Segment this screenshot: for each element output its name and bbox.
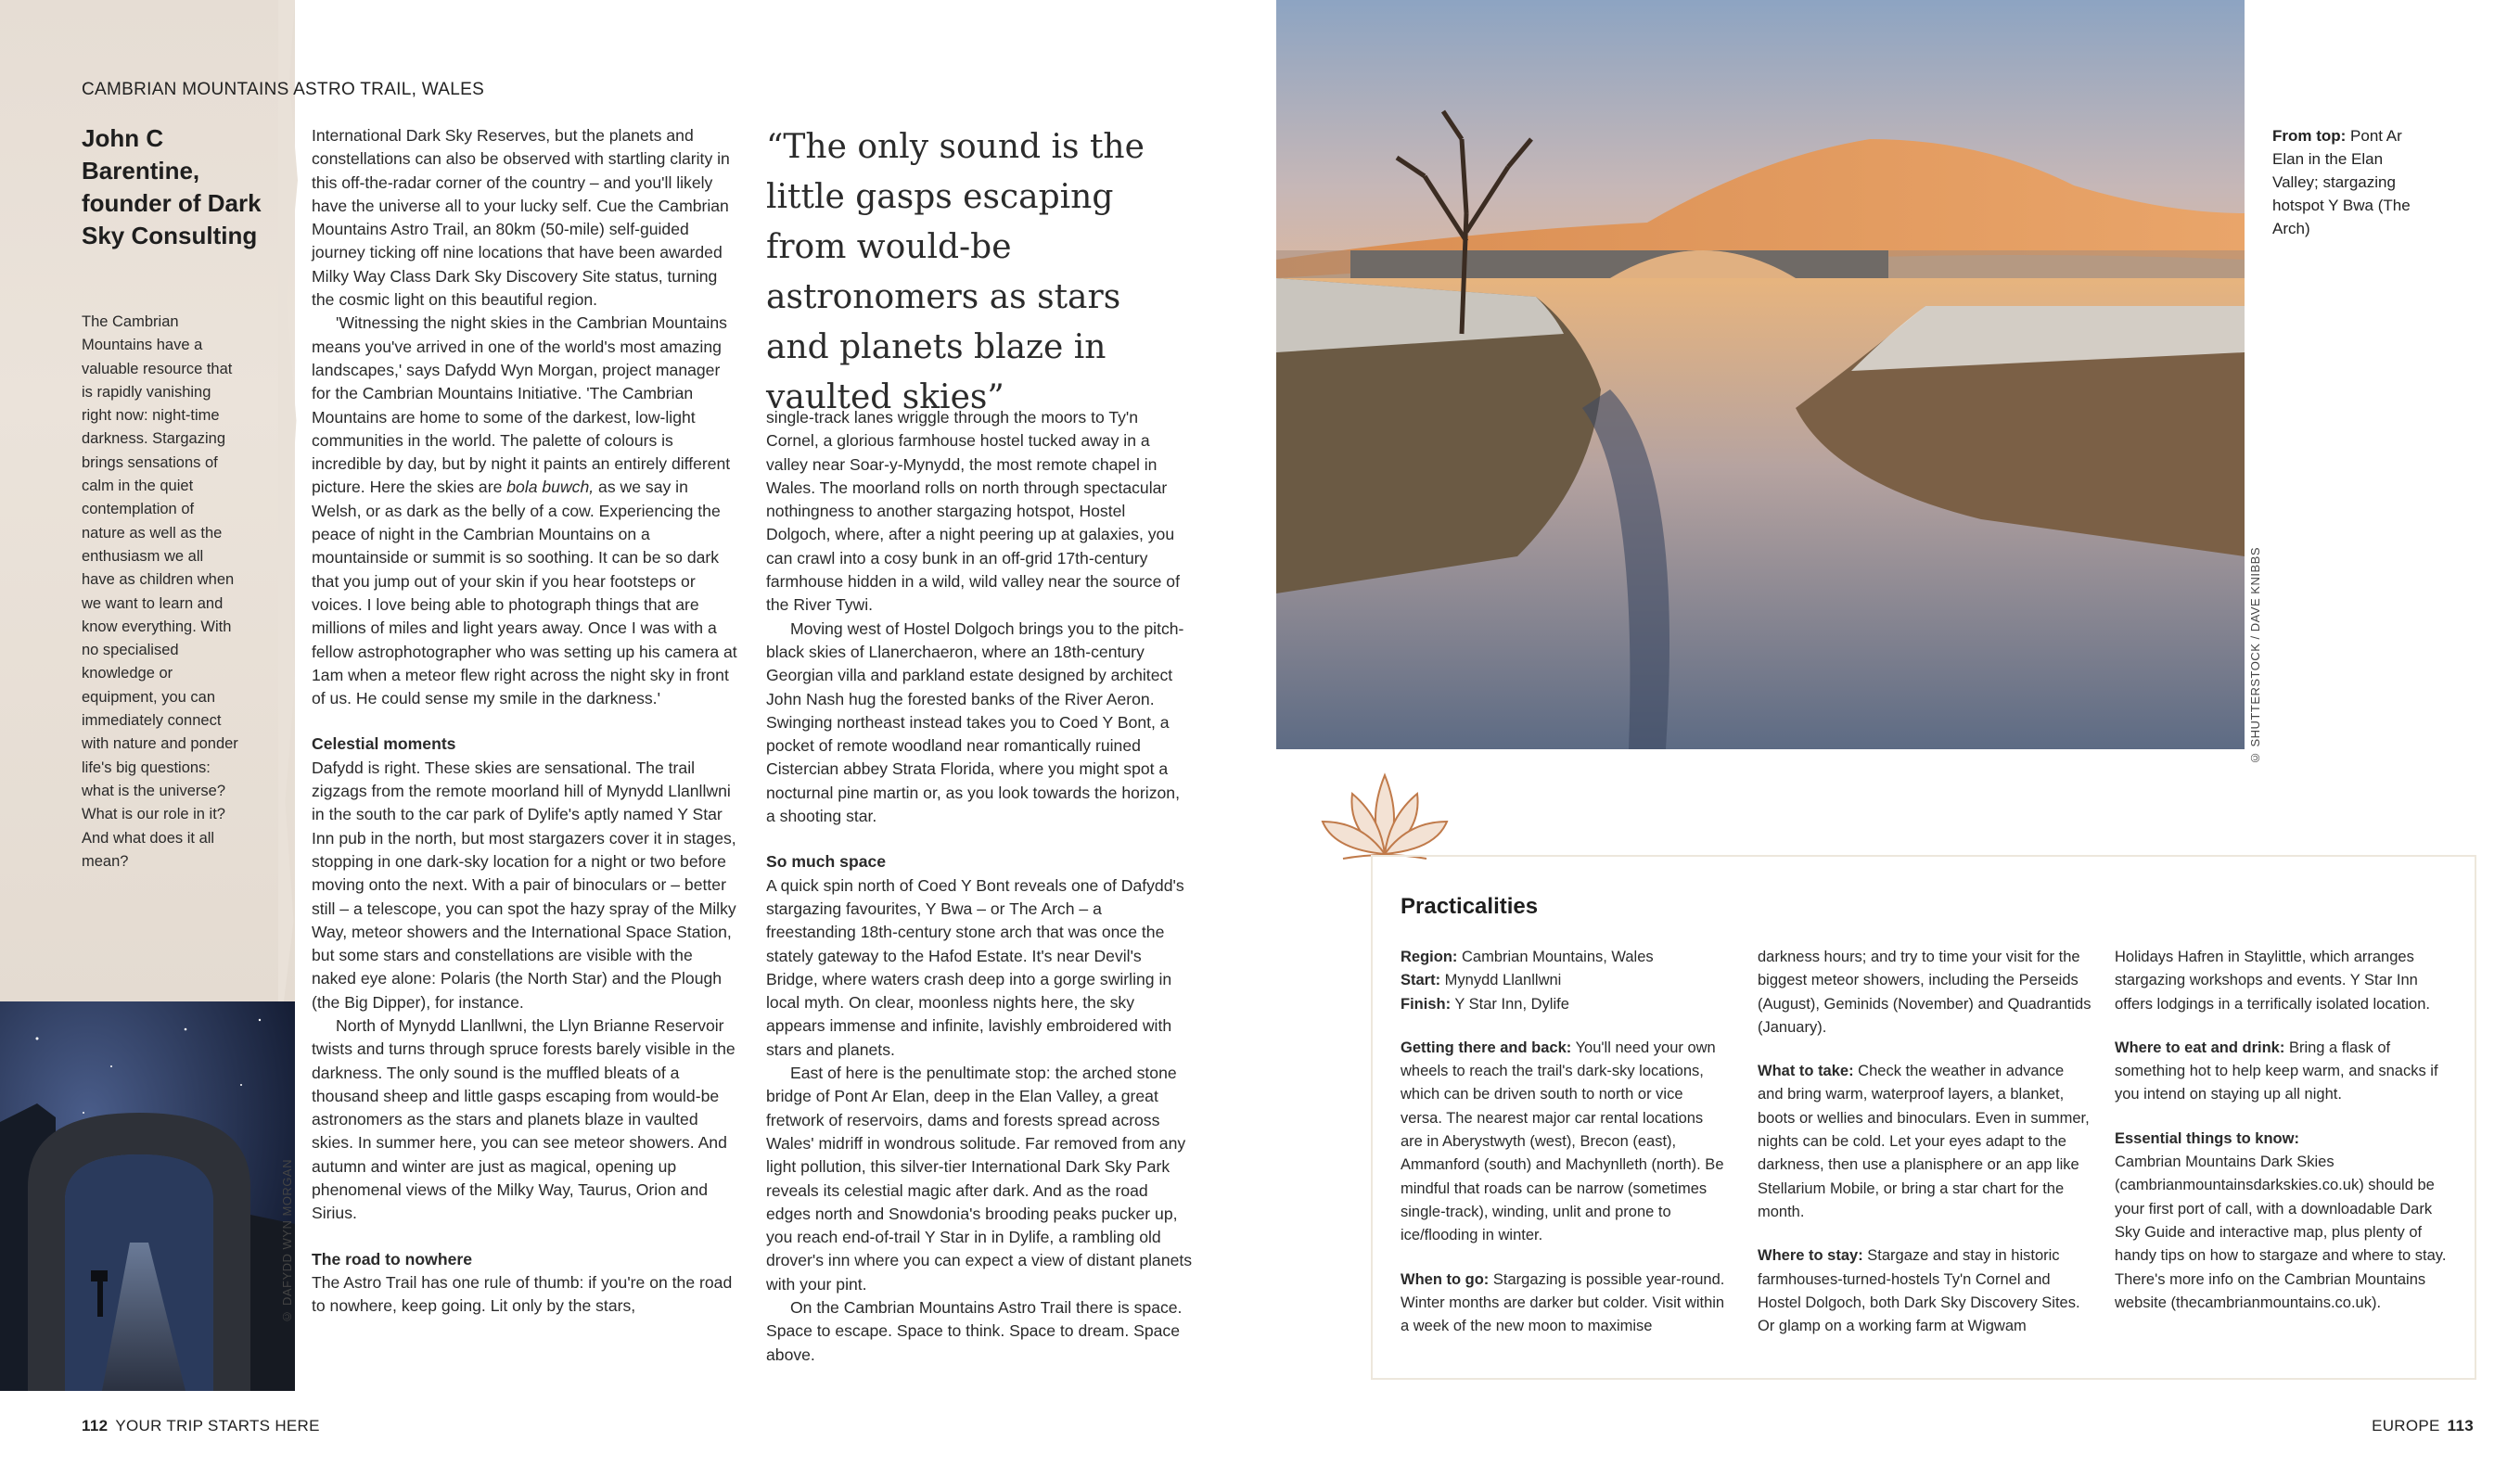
lotus-icon	[1315, 766, 1454, 868]
practicalities-column-1	[1401, 946, 1727, 1358]
bridge-landscape-illustration	[1276, 0, 2245, 749]
welsh-phrase: bola buwch,	[506, 478, 595, 497]
subheading: So much space	[766, 852, 887, 872]
paragraph: East of here is the penultimate stop: the arched stone bridge of Pont Ar Elan, deep in the Elan Valley, a great fretwork of reservoirs, dams and forests spread across Wales' midriff in wondrous solitude. Far removed from any light pollution, this silver-tier International Dark Sky Park reveals its celestial magic after dark. And as the road edges north and Snowdonia's brooding peaks pucker up, you reach end-of-trail Y Star in in Dylife, a rambling old drover's inn where you can expect a view of distant planets with your pint.	[766, 1064, 1193, 1294]
photo-pont-ar-elan-bridge	[1276, 0, 2245, 749]
paragraph: The Astro Trail has one rule of thumb: if you're on the road to nowhere, keep going. Lit only by the stars,	[312, 1272, 733, 1316]
page-number-right: 113	[2447, 1417, 2474, 1434]
article-column-1	[312, 124, 738, 1319]
paragraph: Dafydd is right. These skies are sensational. The trail zigzags from the remote moorland hill of Mynydd Llanllwni in the south to the car park of Dylife's aptly named Y Star Inn pub in the north, but most stargazers cover it in stages, stopping in one dark-sky location for a night or two before moving onto the next. With a pair of binoculars or – better still – a telescope, you can spot the hazy spray of the Milky Way, meteor showers and the International Space Station, but some stars and constellations are visible with the naked eye alone: Polaris (the North Star) and the Plough (the Big Dipper), for instance.	[312, 758, 736, 1012]
pull-quote: “The only sound is the little gasps escaping from would-be astronomers as stars and planets blaze in vaulted skies”	[766, 128, 1145, 416]
subheading: Celestial moments	[312, 734, 456, 754]
page-number-left: 112	[82, 1417, 109, 1434]
running-head: CAMBRIAN MOUNTAINS ASTRO TRAIL, WALES	[82, 80, 485, 99]
stone-arch-illustration	[0, 1001, 295, 1391]
when-to-go-continued: darkness hours; and try to time your visit for the biggest meteor showers, including the Perseids (August), Geminids (November) and Quadrantids (January).	[1758, 949, 2091, 1036]
paragraph: single-track lanes wriggle through the moors to Ty'n Cornel, a glorious farmhouse hostel tucked away in a valley near Soar-y-Mynydd, the most remote chapel in Wales. The moorland rolls on north through spectacular nothingness to another stargazing hotspot, Hostel Dolgoch, where, after a night peering up at galaxies, you can crawl into a cosy bunk in an off-grid 17th-century farmhouse hidden in a wild, wild valley near the source of the River Tywi.	[766, 408, 1180, 615]
getting-there-paragraph: Getting there and back: You'll need your own wheels to reach the trail's dark-sky locations, which can be driven south to north or vice versa. The nearest major car rental locations are in Aberystwyth (west), Brecon (east), Ammanford (south) and Machynlleth (north). Be mindful that roads can be narrow (sometimes single-track), winding, unlit and prone to ice/flooding in winter.	[1401, 1039, 1724, 1244]
practicalities-title: Practicalities	[1401, 894, 1539, 919]
photo-stone-arch-night	[0, 1001, 295, 1391]
sidebar-text: The Cambrian Mountains have a valuable resource that is rapidly vanishing right now: night-time darkness. Stargazing brings sensations of calm in the quiet contemplation of nature as well as the enthusiasm we all have as children when we want to learn and know everything. With no specialised knowledge or equipment, you can immediately connect with nature and ponder life's big questions: what is the universe? What is our role in it? And what does it all mean?	[82, 313, 238, 870]
practicalities-column-3	[2115, 946, 2458, 1335]
what-to-take-paragraph: What to take: Check the weather in advance and bring warm, waterproof layers, a blanket, boots or wellies and binoculars. Even in summer, nights can be cold. Let your eyes adapt to the darkness, then use a planisphere or an app like Stellarium Mobile, or bring a star chart for the month.	[1758, 1063, 2090, 1220]
photo-caption: From top: Pont Ar Elan in the Elan Valley; stargazing hotspot Y Bwa (The Arch)	[2272, 127, 2411, 237]
folio-right: EUROPE 113	[2372, 1417, 2474, 1434]
folio-left: 112 YOUR TRIP STARTS HERE	[82, 1417, 320, 1434]
article-column-2	[766, 406, 1193, 1367]
where-to-eat-paragraph: Where to eat and drink: Bring a flask of something hot to help keep warm, and snacks if you intend on staying up all night.	[2115, 1039, 2438, 1103]
when-to-go-paragraph: When to go: Stargazing is possible year-round. Winter months are darker but colder. Visit within a week of the new moon to maximise	[1401, 1270, 1725, 1335]
paragraph: Moving west of Hostel Dolgoch brings you to the pitch-black skies of Llanerchaeron, where an 18th-century Georgian villa and parkland estate designed by architect John Nash hug the forested banks of the River Aeron. Swinging northeast instead takes you to Coed Y Bont, a pocket of remote woodland near romantically ruined Cistercian abbey Strata Florida, where you might spot a nocturnal pine martin or, as you look towards the horizon, a shooting star.	[766, 618, 1184, 826]
paragraph: International Dark Sky Reserves, but the planets and constellations can also be observed with startling clarity in this off-the-radar corner of the country – and you'll likely have the universe all to your lucky self. Cue the Cambrian Mountains Astro Trail, an 80km (50-mile) self-guided journey ticking off nine locations that have been awarded Milky Way Class Dark Sky Discovery Site status, turning the cosmic light on this beautiful region.	[312, 126, 730, 310]
start-line: Start: Mynydd Llanllwni	[1401, 972, 1562, 989]
finish-line: Finish: Y Star Inn, Dylife	[1401, 995, 1569, 1013]
photo-credit-arch: © DAFYDD WYN MORGAN	[280, 1159, 294, 1324]
paragraph: North of Mynydd Llanllwni, the Llyn Brianne Reservoir twists and turns through spruce forests barely visible in the darkness. The only sound is the muffled bleats of a thousand sheep and little gasps escaping from would-be astronomers as the stars and planets blaze in vaulted skies. In summer here, you can see meteor showers. And autumn and winter are just as magical, opening up phenomenal views of the Milky Way, Taurus, Orion and Sirius.	[312, 1015, 736, 1223]
practicalities-column-2	[1758, 946, 2093, 1358]
region-line: Region: Cambrian Mountains, Wales	[1401, 949, 1654, 965]
paragraph: A quick spin north of Coed Y Bont reveals one of Dafydd's stargazing favourites, Y Bwa – or The Arch – a freestanding 18th-century stone arch that was once the stately gateway to the Hafod Estate. It's near Devil's Bridge, where waters crash deep into a gorge swirling in local myth. On clear, moonless nights here, the sky appears immense and infinite, lavishly embroidered with stars and planets.	[766, 875, 1184, 1059]
sidebar-title: John C Barentine, founder of Dark Sky Consulting	[82, 124, 262, 249]
where-to-stay-paragraph: Where to stay: Stargaze and stay in historic farmhouses-turned-hostels Ty'n Cornel and Hostel Dolgoch, both Dark Sky Discovery Sites. Or glamp on a working farm at Wigwam	[1758, 1247, 2080, 1335]
paragraph: 'Witnessing the night skies in the Cambrian Mountains means you've arrived in one of the world's most amazing landscapes,' says Dafydd Wyn Morgan, project manager for the Cambrian Mountains Initiative. 'The Cambrian Mountains are home to some of the darkest, low-light communities in the world. The palette of colours is incredible by day, but by night it paints an entirely different picture. Here the skies are bola buwch, as we say in Welsh, or as dark as the belly of a cow. Experiencing the peace of night in the Cambrian Mountains on a mountainside or summit is so soothing. It can be so dark that you jump out of your skin if you hear footsteps or voices. I love being able to photograph things that are millions of miles and light years away. Once I was with a fellow astrophotographer who was setting up his camera at 1am when a meteor flew right across the night sky in front of us. He could sense my smile in the darkness.'	[312, 313, 737, 708]
photo-credit-bridge: © SHUTTERSTOCK / DAVE KNIBBS	[2248, 547, 2262, 766]
subheading: The road to nowhere	[312, 1249, 473, 1269]
paragraph: On the Cambrian Mountains Astro Trail there is space. Space to escape. Space to think. Space to dream. Space above.	[766, 1297, 1183, 1364]
essential-things-paragraph: Essential things to know: Cambrian Mountains Dark Skies (cambrianmountainsdarkskies.co.uk) should be your first port of call, with a downloadable Dark Sky Guide and interactive map, plus plenty of handy tips on how to stargaze and where to stay. There's more info on the Cambrian Mountains website (thecambrianmountains.co.uk).	[2115, 1129, 2447, 1311]
where-to-stay-continued: Holidays Hafren in Staylittle, which arranges stargazing workshops and events. Y Star Inn offers lodgings in a terrifically isolated location.	[2115, 949, 2430, 1013]
